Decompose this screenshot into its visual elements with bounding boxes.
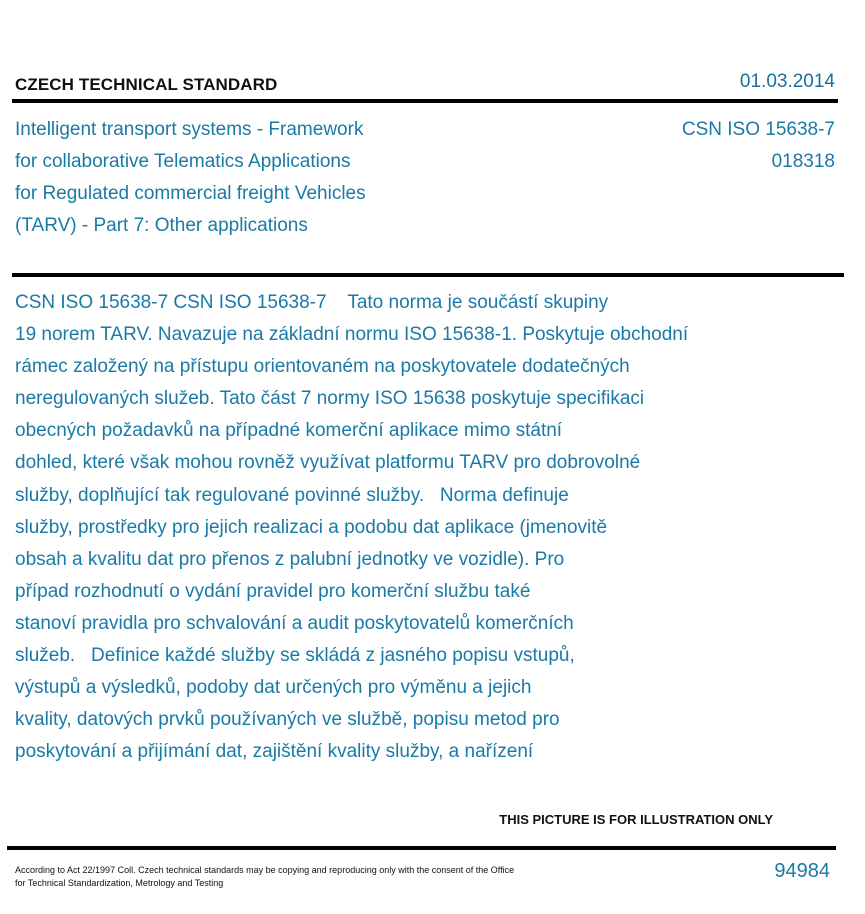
abstract-line: služby, prostředky pro jejich realizaci a podobu dat aplikace (jmenovitě xyxy=(15,516,608,538)
abstract-line: služeb. Definice každé služby se skládá z jasného popisu vstupů, xyxy=(15,645,575,667)
illustration-disclaimer: THIS PICTURE IS FOR ILLUSTRATION ONLY xyxy=(499,812,773,827)
title-line: (TARV) - Part 7: Other applications xyxy=(15,215,308,236)
title-line: for Regulated commercial freight Vehicles xyxy=(15,183,366,204)
abstract-line: 19 norem TARV. Navazuje na základní normu ISO 15638-1. Poskytuje obchodní xyxy=(15,324,689,346)
abstract-line: neregulovaných služeb. Tato část 7 normy ISO 15638 poskytuje specifikaci xyxy=(15,388,645,410)
publication-date: 01.03.2014 xyxy=(739,71,835,92)
classification-code: 018318 xyxy=(771,151,835,172)
copyright-notice xyxy=(15,864,595,890)
abstract-line: obsah a kvalitu dat pro přenos z palubní jednotky ve vozidle). Pro xyxy=(15,548,565,570)
title-divider xyxy=(12,273,844,277)
abstract-line: kvality, datových prvků používaných ve službě, popisu metod pro xyxy=(15,709,560,731)
abstract-line: poskytování a přijímání dat, zajištění kvality služby, a nařízení xyxy=(15,741,534,763)
footer-divider xyxy=(7,846,836,850)
standard-number: CSN ISO 15638-7 xyxy=(681,119,835,140)
title-line: for collaborative Telematics Applications xyxy=(15,151,351,172)
title-line: Intelligent transport systems - Framework xyxy=(15,119,364,140)
copyright-line: for Technical Standardization, Metrology and Testing xyxy=(15,878,224,888)
copyright-line: According to Act 22/1997 Coll. Czech technical standards may be copying and reproducing only with the consent of the Office xyxy=(15,865,515,875)
abstract-line: služby, doplňující tak regulované povinné služby. Norma definuje xyxy=(15,484,569,506)
abstract-line: případ rozhodnutí o vydání pravidel pro komerční službu také xyxy=(15,580,531,602)
standard-type-heading: CZECH TECHNICAL STANDARD xyxy=(15,75,278,94)
abstract-text xyxy=(15,287,815,768)
abstract-line: obecných požadavků na případné komerční aplikace mimo státní xyxy=(15,420,563,442)
abstract-line: CSN ISO 15638-7 CSN ISO 15638-7 Tato norma je součástí skupiny xyxy=(15,292,609,313)
catalog-number: 94984 xyxy=(774,860,830,882)
header-divider xyxy=(12,99,838,103)
abstract-line: výstupů a výsledků, podoby dat určených pro výměnu a jejich xyxy=(15,677,532,699)
abstract-line: stanoví pravidla pro schvalování a audit poskytovatelů komerčních xyxy=(15,612,574,634)
document-title xyxy=(15,114,455,242)
standard-codes xyxy=(682,114,835,178)
abstract-line: dohled, které však mohou rovněž využívat platformu TARV pro dobrovolné xyxy=(15,452,641,474)
abstract-line: rámec založený na přístupu orientovaném na poskytovatele dodatečných xyxy=(15,356,630,378)
